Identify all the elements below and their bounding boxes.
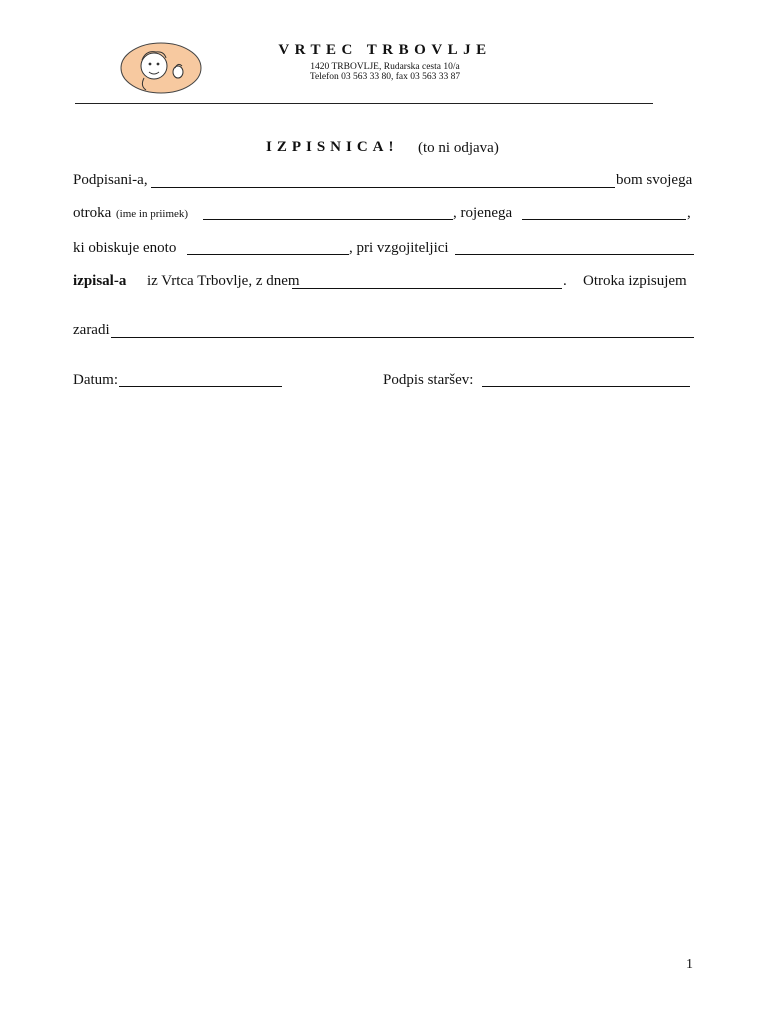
child-suffix-label: bom svojega [616,172,693,188]
signed-label: Podpisani-a, [73,172,148,188]
period: . [563,273,567,289]
withdrawn-label: izpisal-a [73,273,127,289]
signature-label: Podpis staršev: [383,372,474,388]
document-title: IZPISNICA! [266,139,399,155]
child-label: otroka [73,205,112,221]
withdrawn-text: iz Vrtca Trbovlje, z dnem [147,273,300,289]
signer-name-field[interactable] [151,187,615,188]
reason-field[interactable] [111,337,694,338]
child-face-logo-icon [120,42,202,94]
withdraw-reason-label: Otroka izpisujem [583,273,687,289]
unit-field[interactable] [187,254,349,255]
date-label: Datum: [73,372,118,388]
reason-label: zaradi [73,322,110,338]
child-name-field[interactable] [203,219,453,220]
org-address: 1420 TRBOVLJE, Rudarska cesta 10/a [310,62,460,72]
date-field[interactable] [119,386,282,387]
teacher-label: , pri vzgojiteljici [349,240,449,256]
born-label: , rojenega [453,205,513,221]
header-divider [75,103,653,104]
org-phone: Telefon 03 563 33 80, fax 03 563 33 87 [309,72,461,82]
signature-field[interactable] [482,386,690,387]
withdrawal-date-field[interactable] [292,288,562,289]
document-subtitle: (to ni odjava) [418,140,499,156]
org-name: VRTEC TRBOVLJE [278,42,492,58]
birth-date-field[interactable] [522,219,686,220]
teacher-field[interactable] [455,254,694,255]
trailing-comma: , [687,205,691,221]
child-name-hint: (ime in priimek) [116,208,189,220]
unit-label: ki obiskuje enoto [73,240,177,256]
page-number: 1 [686,957,693,972]
